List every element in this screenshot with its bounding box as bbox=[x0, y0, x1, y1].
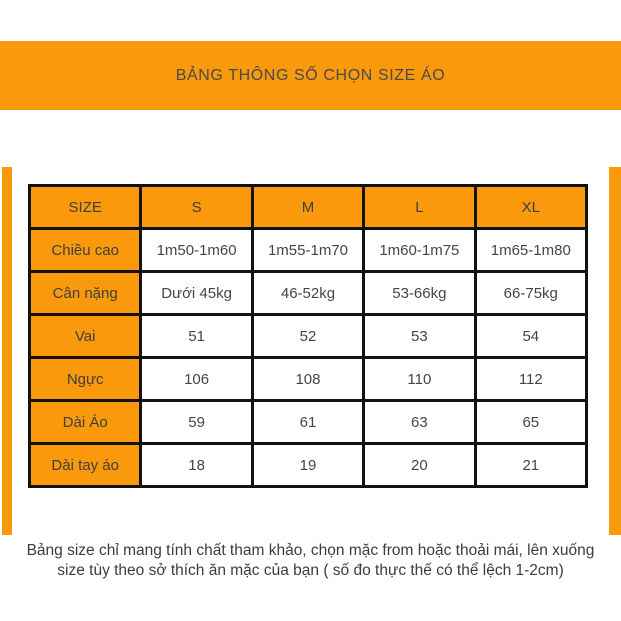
header-cell-s: S bbox=[141, 186, 252, 229]
table-cell: 1m50-1m60 bbox=[141, 229, 252, 272]
left-accent-strip bbox=[2, 167, 12, 535]
table-cell: 106 bbox=[141, 358, 252, 401]
table-header-row bbox=[30, 186, 587, 229]
table-cell: 53 bbox=[364, 315, 475, 358]
disclaimer-line-2: size tùy theo sở thích ăn mặc của bạn ( số đo thực thế có thể lệch 1-2cm) bbox=[57, 562, 564, 579]
row-label: Chiều cao bbox=[30, 229, 141, 272]
disclaimer-note bbox=[0, 541, 621, 581]
table-cell: 46-52kg bbox=[252, 272, 363, 315]
table-cell: 21 bbox=[475, 444, 586, 487]
header-cell-xl: XL bbox=[475, 186, 586, 229]
row-label: Vai bbox=[30, 315, 141, 358]
row-label: Dài Áo bbox=[30, 401, 141, 444]
table-row bbox=[30, 444, 587, 487]
table-cell: 18 bbox=[141, 444, 252, 487]
title-bar bbox=[0, 41, 621, 110]
table-cell: 112 bbox=[475, 358, 586, 401]
size-chart-table bbox=[28, 184, 588, 488]
table-cell: 20 bbox=[364, 444, 475, 487]
row-label: Dài tay áo bbox=[30, 444, 141, 487]
table-row bbox=[30, 315, 587, 358]
header-cell-m: M bbox=[252, 186, 363, 229]
table-cell: 19 bbox=[252, 444, 363, 487]
table-cell: 1m60-1m75 bbox=[364, 229, 475, 272]
table-cell: 51 bbox=[141, 315, 252, 358]
header-cell-l: L bbox=[364, 186, 475, 229]
table-cell: 1m55-1m70 bbox=[252, 229, 363, 272]
table-cell: 110 bbox=[364, 358, 475, 401]
table-cell: 52 bbox=[252, 315, 363, 358]
table-cell: 63 bbox=[364, 401, 475, 444]
table-row bbox=[30, 358, 587, 401]
table-cell: 66-75kg bbox=[475, 272, 586, 315]
table-cell: Dưới 45kg bbox=[141, 272, 252, 315]
row-label: Cân nặng bbox=[30, 272, 141, 315]
table-row bbox=[30, 401, 587, 444]
disclaimer-line-1: Bảng size chỉ mang tính chất tham khảo, chọn mặc from hoặc thoải mái, lên xuống bbox=[26, 542, 595, 559]
table-cell: 54 bbox=[475, 315, 586, 358]
row-label: Ngực bbox=[30, 358, 141, 401]
right-accent-strip bbox=[609, 167, 621, 535]
table-row bbox=[30, 229, 587, 272]
header-cell-size: SIZE bbox=[30, 186, 141, 229]
table-row bbox=[30, 272, 587, 315]
table-cell: 108 bbox=[252, 358, 363, 401]
page-title: BẢNG THÔNG SỐ CHỌN SIZE ÁO bbox=[175, 66, 446, 84]
table-cell: 59 bbox=[141, 401, 252, 444]
table-cell: 65 bbox=[475, 401, 586, 444]
table-cell: 53-66kg bbox=[364, 272, 475, 315]
table-cell: 61 bbox=[252, 401, 363, 444]
table-cell: 1m65-1m80 bbox=[475, 229, 586, 272]
